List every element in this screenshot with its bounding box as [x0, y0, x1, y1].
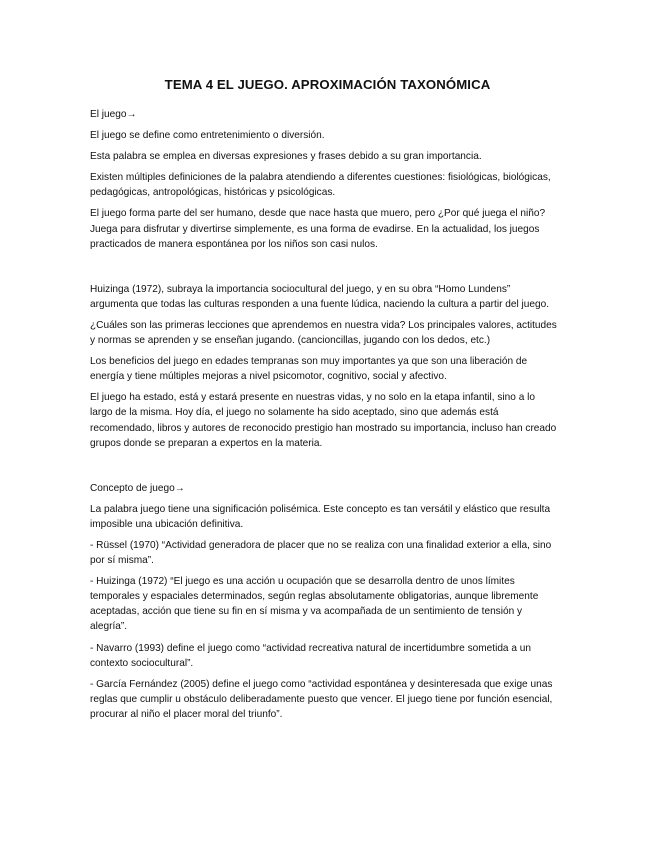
paragraph-polysemic: La palabra juego tiene una significación polisémica. Este concepto es tan versátil y elástico que resulta imposible una ubicación definitiva. [90, 503, 551, 530]
quote-huizinga: - Huizinga (1972) “El juego es una acción u ocupación que se desarrolla dentro de unos límites temporales y espaciales determinados, según reglas absolutamente obligatorias, aunque libremente aceptadas, acción que tiene su fin en sí misma y va acompañada de un sentimiento de tensión y alegría”. [90, 576, 539, 633]
paragraph-benefits: Los beneficios del juego en edades tempranas son muy importantes ya que son una liberación de energía y tiene múltiples mejoras a nivel psicomotor, cognitivo, social y afectivo. [90, 356, 528, 383]
paragraph-human-nature: El juego forma parte del ser humano, desde que nace hasta que muero, pero ¿Por qué juega el niño? Juega para disfrutar y divertirse simplemente, es una forma de evadirse. En la actualidad, los juegos practicados de manera espontánea por los niños son casi nulos. [90, 208, 546, 250]
paragraph-expressions: Esta palabra se emplea en diversas expresiones y frases debido a su gran importancia. [90, 151, 482, 163]
quote-garcia-fernandez: - García Fernández (2005) define el juego como “actividad espontánea y desinteresada que exige unas reglas que cumplir u obstáculo deliberadamente puesto que vencer. El juego tiene por función esencial, procurar al niño el placer moral del triunfo”. [90, 678, 553, 720]
section-heading-concepto: Concepto de juego→ [90, 482, 185, 494]
paragraph-first-lessons: ¿Cuáles son las primeras lecciones que aprendemos en nuestra vida? Los principales valores, actitudes y normas se aprenden y se enseñan jugando. (cancioncillas, jugando con los dedos, etc.) [90, 319, 557, 347]
paragraph-presence: El juego ha estado, está y estará presente en nuestras vidas, y no solo en la etapa infantil, sino a lo largo de la misma. Hoy día, el juego no solamente ha sido aceptado, sino que además está recomendado, libros y autores de reconocido prestigio han mostrado su importancia, incluso han creado grupos donde se preparan a expertos en la materia. [90, 392, 557, 449]
paragraph-definition: El juego se define como entretenimiento o diversión. [90, 130, 325, 142]
quote-russel: - Rüssel (1970) “Actividad generadora de placer que no se realiza con una finalidad exterior a ella, sino por sí misma”. [90, 539, 552, 567]
document-body [90, 107, 560, 728]
paragraph-huizinga: Huizinga (1972), subraya la importancia sociocultural del juego, y en su obra “Homo Lundens” argumenta que todas las culturas responden a una fuente lúdica, naciendo la cultura a partir del juego. [90, 283, 550, 310]
quote-navarro: - Navarro (1993) define el juego como “actividad recreativa natural de incertidumbre sometida a un contexto sociocultural”. [90, 642, 531, 669]
document-title: TEMA 4 EL JUEGO. APROXIMACIÓN TAXONÓMICA [164, 77, 491, 92]
section-heading-el-juego: El juego→ [90, 109, 137, 120]
paragraph-multiple-definitions: Existen múltiples definiciones de la palabra atendiendo a diferentes cuestiones: fisiológicas, biológicas, pedagógicas, antropológicas, históricas y psicológicas. [90, 172, 551, 199]
